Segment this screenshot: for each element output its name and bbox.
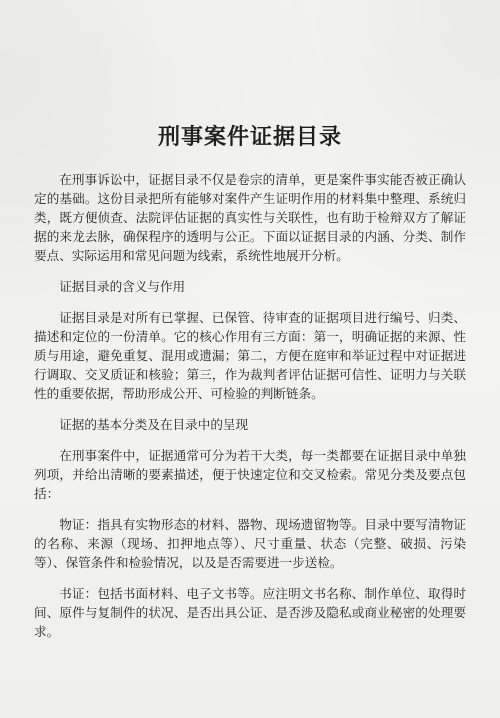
section-heading-meaning: 证据目录的含义与作用 <box>59 279 186 294</box>
intro-paragraph: 在刑事诉讼中，证据目录不仅是卷宗的清单，更是案件事实能否被正确认定的基础。这份目录把所有能够对案件产生证明作用的材料集中整理、系统归类，既方便侦查、法院评估证据的真实性与关联性，也有助于检辩双方了解证据的来龙去脉，确保程序的透明与公正。下面以证据目录的内涵、分类、制作要点、实际运用和常见问题为线索，系统性地展开分析。 <box>34 172 466 263</box>
document-title: 刑事案件证据目录 <box>157 124 342 150</box>
section-body-classification: 在刑事案件中，证据通常可分为若干大类，每一类都要在证据目录中单独列项，并给出清晰的要素描述，便于快速定位和交叉检索。常见分类及要点包括： <box>34 448 466 501</box>
list-item-documentary-evidence: 书证：包括书面材料、电子文书等。应注明文书名称、制作单位、取得时间、原件与复制件的状况、是否出具公证、是否涉及隐私或商业秘密的处理要求。 <box>34 586 466 639</box>
section-heading-classification: 证据的基本分类及在目录中的呈现 <box>59 417 249 432</box>
section-body-meaning: 证据目录是对所有已掌握、已保管、待审查的证据项目进行编号、归类、描述和定位的一份清单。它的核心作用有三方面：第一，明确证据的来源、性质与用途，避免重复、混用或遗漏；第二，方便在庭审和举证过程中对证据进行调取、交叉质证和核验；第三，作为裁判者评估证据可信性、证明力与关联性的重要依据，帮助形成公开、可检验的判断链条。 <box>34 310 466 401</box>
list-item-physical-evidence: 物证：指具有实物形态的材料、器物、现场遗留物等。目录中要写清物证的名称、来源（现场、扣押地点等）、尺寸重量、状态（完整、破损、污染等）、保管条件和检验情况，以及是否需要进一步送检。 <box>34 517 466 570</box>
